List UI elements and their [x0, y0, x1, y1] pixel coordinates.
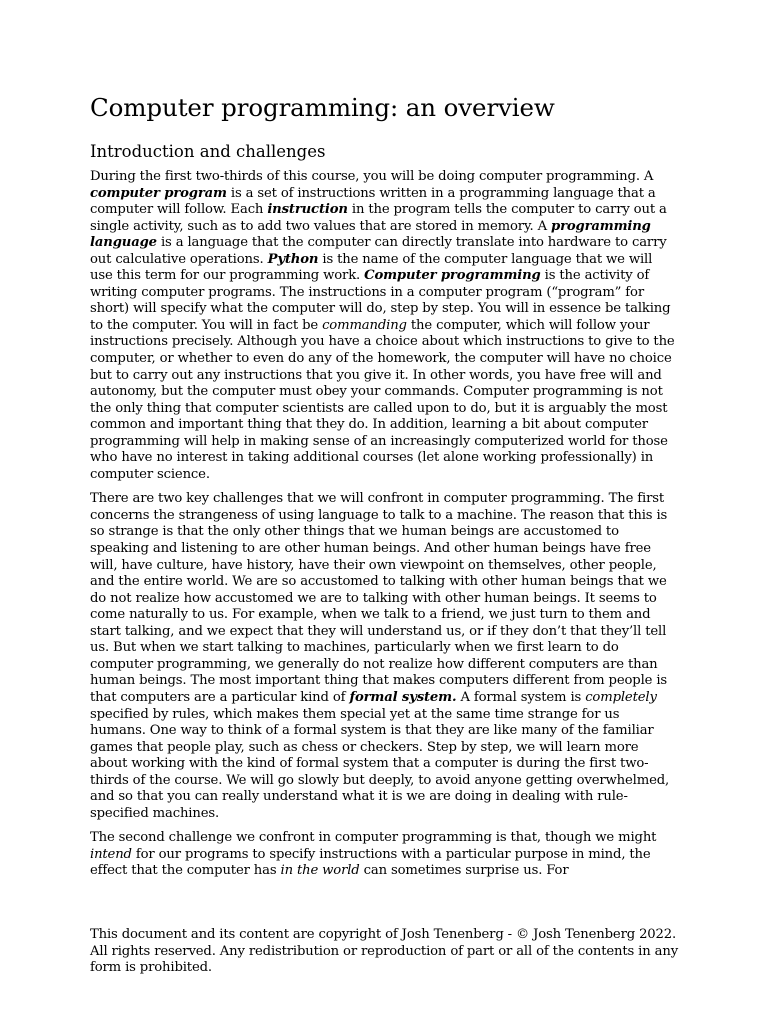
emphasis-intend: intend — [90, 846, 132, 862]
term-python: Python — [267, 251, 319, 267]
term-computer-programming: Computer programming — [364, 268, 541, 284]
document-body — [90, 92, 678, 888]
emphasis-commanding: commanding — [322, 317, 407, 333]
term-instruction: instruction — [267, 202, 348, 218]
page-title: Computer programming: an overview — [90, 93, 555, 122]
section-heading: Introduction and challenges — [90, 142, 326, 161]
term-formal-system: formal system. — [349, 689, 457, 705]
paragraph-3: The second challenge we confront in computer programming is that, though we might intend for our programs to specify instructions with a particular purpose in mind, the effect that the computer has in the world can sometimes surprise us. For — [90, 830, 657, 879]
paragraph-1: During the first two-thirds of this course, you will be doing computer programming. A computer program is a set of instructions written in a programming language that a computer will follow. Each instruction in the program tells the computer to carry out a single activity, such as to add two values that are stored in memory. A programming language is a language that the computer can directly translate into hardware to carry out calculative operations. Python is the name of the computer language that we will use this term for our programming work. Computer programming is the activity of writing computer programs. The instructions in a computer program (“program” for short) will specify what the computer will do, step by step. You will in essence be talking to the computer. You will in fact be commanding the computer, which will follow your instructions precisely. Although you have a choice about which instructions to give to the computer, or whether to even do any of the homework, the computer will have no choice but to carry out any instructions that you give it. In other words, you have free will and autonomy, but the computer must obey your commands. Computer programming is not the only thing that computer scientists are called upon to do, but it is arguably the most common and important thing that they do. In addition, learning a bit about computer programming will help in making sense of an increasingly computerized world for those who have no interest in taking additional courses (let alone working professionally) in computer science. — [90, 169, 675, 482]
emphasis-in-the-world: in the world — [280, 863, 360, 879]
paragraph-2: There are two key challenges that we will confront in computer programming. The first concerns the strangeness of using language to talk to a machine. The reason that this is so strange is that the only other things that we human beings are accustomed to speaking and listening to are other human beings. And other human beings have free will, have culture, have history, have their own viewpoint on themselves, other people, and the entire world. We are so accustomed to talking with other human beings that we do not realize how accustomed we are to talking with other human beings. It seems to come naturally to us. For example, when we talk to a friend, we just turn to them and start talking, and we expect that they will understand us, or if they don’t that they’ll tell us. But when we start talking to machines, particularly when we first learn to do computer programming, we generally do not realize how different computers are than human beings. The most important thing that makes computers different from people is that computers are a particular kind of formal system. A formal system is completely specified by rules, which makes them special yet at the same time strange for us humans. One way to think of a formal system is that they are like many of the familiar games that people play, such as chess or checkers. Step by step, we will learn more about working with the kind of formal system that a computer is during the first two-thirds of the course. We will go slowly but deeply, to avoid anyone getting overwhelmed, and so that you can really understand what it is we are doing in dealing with rule-specified machines. — [90, 491, 670, 821]
term-programming-language: programming language — [90, 218, 651, 251]
term-computer-program: computer program — [90, 185, 227, 201]
emphasis-completely: completely — [585, 689, 657, 705]
copyright-footer: This document and its content are copyright of Josh Tenenberg - © Josh Tenenberg 2022. All rights reserved. Any redistribution or reproduction of part or all of the contents in any form is prohibited. — [90, 927, 678, 976]
